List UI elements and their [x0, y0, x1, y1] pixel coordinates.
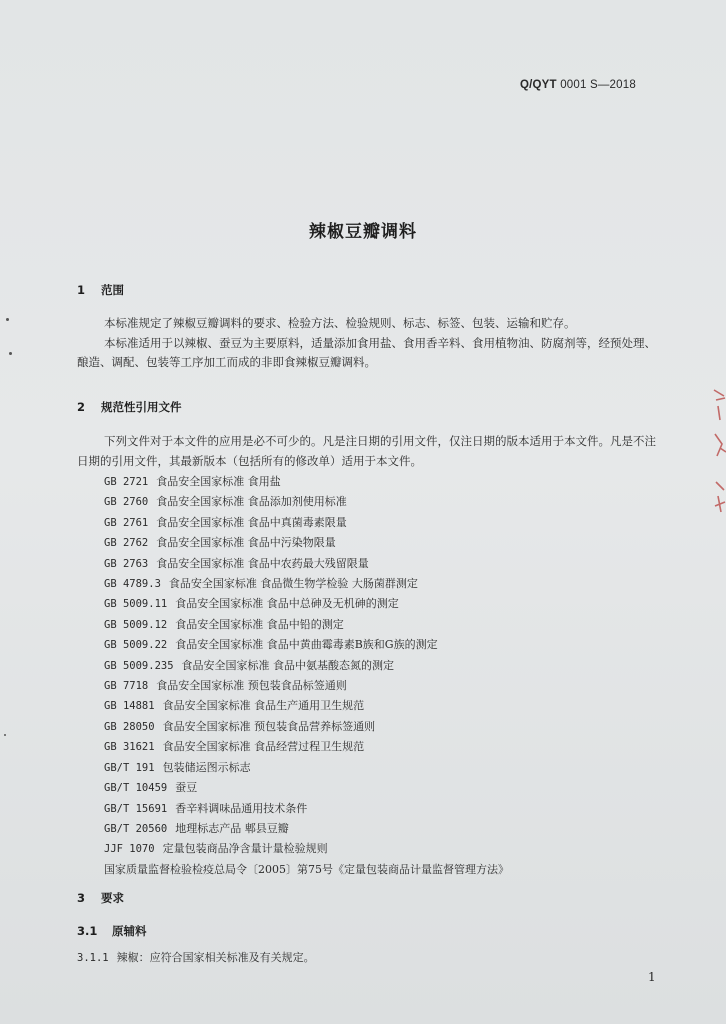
reference-item: [104, 819, 509, 839]
reference-code: GB 28050: [104, 720, 155, 733]
reference-title: 食品安全国家标准 食品经营过程卫生规范: [162, 740, 365, 754]
references-intro: [77, 432, 667, 471]
reference-title: 食品安全国家标准 食品中黄曲霉毒素B族和G族的测定: [175, 638, 438, 652]
clause-text: 辣椒：应符合国家相关标准及有关规定。: [116, 951, 315, 964]
reference-item: [104, 696, 509, 716]
section-title: 要求: [101, 891, 125, 905]
reference-item: [104, 513, 509, 533]
reference-item: [104, 860, 509, 879]
reference-code: GB 2761: [104, 516, 149, 529]
reference-code: GB/T 191: [104, 761, 155, 774]
reference-item: [104, 758, 509, 778]
section-1-heading: [77, 282, 124, 298]
reference-item: [104, 594, 509, 614]
reference-item: [104, 799, 509, 819]
reference-item: [104, 717, 509, 737]
reference-title: 食品安全国家标准 食品中真菌毒素限量: [156, 515, 347, 529]
reference-code: GB/T 20560: [104, 822, 168, 835]
references-list: [104, 472, 509, 879]
standard-code-prefix: Q/QYT: [520, 79, 557, 91]
reference-title: 食品安全国家标准 预包装食品营养标签通则: [162, 719, 376, 733]
scope-paragraph-2: 本标准适用于以辣椒、蚕豆为主要原料，适量添加食用盐、食用香辛料、食用植物油、防腐剂等，经预处理、酿造、调配、包装等工序加工而成的非即食辣椒豆瓣调料。: [77, 335, 656, 369]
section-number: 3: [77, 891, 86, 905]
section-number: 1: [77, 283, 86, 297]
standard-code-number: 0001 S—2018: [560, 79, 636, 91]
reference-title: 食品安全国家标准 食品中铅的测定: [175, 617, 344, 631]
reference-code: JJF 1070: [104, 843, 155, 856]
reference-code: GB/T 15691: [104, 802, 168, 815]
reference-item: [104, 492, 509, 512]
reference-title: 食品安全国家标准 食品微生物学检验 大肠菌群测定: [168, 577, 418, 591]
section-number: 3.1: [77, 924, 98, 938]
reference-code: GB 2763: [104, 557, 149, 570]
reference-title: 食品安全国家标准 食用盐: [156, 475, 281, 488]
reference-item: [104, 615, 509, 635]
margin-stamp-mark: [706, 386, 726, 536]
reference-code: GB 2760: [104, 496, 149, 509]
reference-title: 包装储运图示标志: [162, 760, 251, 774]
reference-item: [104, 778, 509, 798]
reference-code: GB 5009.12: [104, 618, 168, 631]
reference-item: [104, 737, 509, 757]
reference-item: [104, 839, 509, 859]
reference-title: 食品安全国家标准 食品中氨基酸态氮的测定: [181, 658, 395, 672]
reference-code: GB 31621: [104, 741, 155, 754]
reference-title: 国家质量监督检验检疫总局令〔2005〕第75号《定量包装商品计量监督管理方法》: [104, 862, 509, 876]
section-number: 2: [77, 400, 86, 414]
reference-code: GB 5009.22: [104, 639, 168, 652]
clause-3-1-1: [77, 948, 667, 969]
scan-speck: [4, 734, 6, 736]
reference-title: 蚕豆: [175, 781, 198, 795]
reference-code: GB 14881: [104, 700, 155, 713]
reference-code: GB 2762: [104, 537, 149, 550]
section-3-heading: [77, 890, 124, 906]
references-intro-paragraph: 下列文件对于本文件的应用是必不可少的。凡是注日期的引用文件，仅注日期的版本适用于本文件。凡是不注日期的引用文件，其最新版本（包括所有的修改单）适用于本文件。: [77, 434, 656, 468]
reference-title: 食品安全国家标准 预包装食品标签通则: [156, 679, 347, 693]
document-title: 辣椒豆瓣调料: [309, 222, 417, 242]
section-3-1-heading: [77, 923, 147, 939]
scan-speck: [6, 318, 9, 321]
reference-item: [104, 574, 509, 594]
section-2-heading: [77, 399, 182, 415]
reference-title: 食品安全国家标准 食品中总砷及无机砷的测定: [175, 597, 399, 611]
reference-title: 香辛料调味品通用技术条件: [175, 801, 308, 815]
section-title: 规范性引用文件: [101, 400, 182, 414]
reference-title: 食品安全国家标准 食品中污染物限量: [156, 536, 336, 550]
reference-title: 食品安全国家标准 食品生产通用卫生规范: [162, 699, 365, 713]
clause-number: 3.1.1: [77, 952, 109, 964]
reference-item: [104, 472, 509, 492]
reference-title: 地理标志产品 郫县豆瓣: [175, 821, 289, 835]
reference-code: GB/T 10459: [104, 782, 168, 795]
scope-paragraph-1: 本标准规定了辣椒豆瓣调料的要求、检验方法、检验规则、标志、标签、包装、运输和贮存。: [104, 316, 576, 330]
reference-item: [104, 656, 509, 676]
scan-speck: [9, 352, 12, 355]
reference-item: [104, 533, 509, 553]
reference-code: GB 5009.11: [104, 598, 168, 611]
reference-title: 食品安全国家标准 食品添加剂使用标准: [156, 495, 347, 509]
reference-code: GB 4789.3: [104, 578, 161, 591]
reference-item: [104, 676, 509, 696]
reference-title: 食品安全国家标准 食品中农药最大残留限量: [156, 556, 369, 570]
standard-code: [520, 79, 636, 91]
reference-code: GB 5009.235: [104, 659, 174, 672]
reference-item: [104, 554, 509, 574]
reference-code: GB 2721: [104, 476, 149, 488]
scope-text: [77, 314, 667, 373]
reference-item: [104, 635, 509, 655]
page-number: 1: [648, 970, 656, 984]
section-title: 原辅料: [112, 924, 147, 938]
reference-code: GB 7718: [104, 680, 149, 693]
reference-title: 定量包装商品净含量计量检验规则: [162, 842, 328, 856]
section-title: 范围: [101, 283, 125, 297]
